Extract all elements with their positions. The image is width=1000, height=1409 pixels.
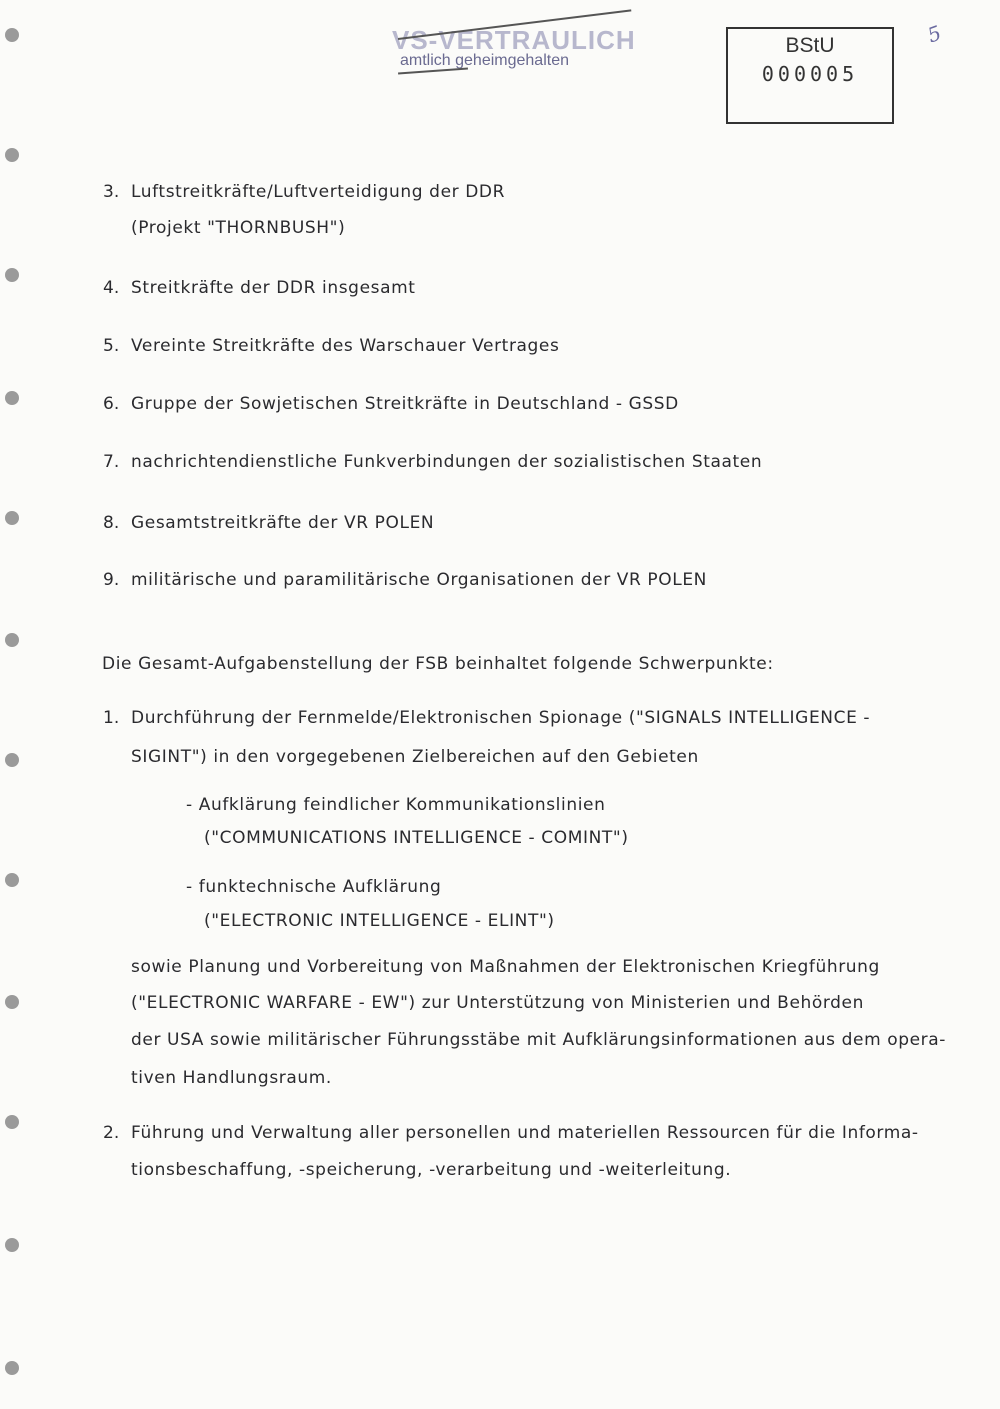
intro-text: Die Gesamt-Aufgabenstellung der FSB beinhaltet folgende Schwerpunkte: — [102, 654, 774, 674]
classification-subtext: amtlich geheimgehalten — [400, 52, 569, 69]
list-item-text: SIGINT") in den vorgegebenen Zielbereichen auf den Gebieten — [131, 747, 699, 767]
classification-stamp — [392, 25, 636, 70]
classification-text: VS-VERTRAULICH — [392, 25, 636, 55]
punch-hole — [5, 28, 19, 42]
punch-hole — [5, 1361, 19, 1375]
paragraph-line: tiven Handlungsraum. — [131, 1068, 332, 1088]
list-number: 8. — [103, 513, 120, 533]
punch-hole — [5, 391, 19, 405]
list-item-text: nachrichtendienstliche Funkverbindungen der sozialistischen Staaten — [131, 452, 763, 472]
list-item-text: Führung und Verwaltung aller personellen und materiellen Ressourcen für die Informa- — [131, 1123, 919, 1143]
archive-number: 000005 — [761, 62, 859, 86]
list-item-text: Durchführung der Fernmelde/Elektronischen Spionage ("SIGNALS INTELLIGENCE - — [131, 708, 871, 728]
punch-hole — [5, 633, 19, 647]
sub-item-text: ("COMMUNICATIONS INTELLIGENCE - COMINT") — [204, 828, 629, 848]
punch-hole — [5, 873, 19, 887]
paragraph-line: sowie Planung und Vorbereitung von Maßnahmen der Elektronischen Kriegführung — [131, 957, 880, 977]
sub-item-text: - Aufklärung feindlicher Kommunikationslinien — [186, 795, 606, 815]
sub-item-text: - funktechnische Aufklärung — [186, 877, 442, 897]
list-number: 5. — [103, 336, 120, 356]
punch-hole — [5, 995, 19, 1009]
list-item-text: Gesamtstreitkräfte der VR POLEN — [131, 513, 435, 533]
list-item-text: militärische und paramilitärische Organisationen der VR POLEN — [131, 570, 707, 590]
list-number: 4. — [103, 278, 120, 298]
punch-hole — [5, 1115, 19, 1129]
list-number: 6. — [103, 394, 120, 414]
list-item-text: Streitkräfte der DDR insgesamt — [131, 278, 416, 298]
list-number: 2. — [103, 1123, 120, 1143]
list-number: 1. — [103, 708, 120, 728]
archive-stamp — [726, 27, 894, 124]
page-mark: 5 — [924, 20, 945, 48]
punch-hole — [5, 753, 19, 767]
list-item-text: Luftstreitkräfte/Luftverteidigung der DDR — [131, 182, 506, 202]
punch-hole — [5, 148, 19, 162]
list-number: 9. — [103, 570, 120, 590]
list-item-text: Gruppe der Sowjetischen Streitkräfte in Deutschland - GSSD — [131, 394, 679, 414]
punch-hole — [5, 268, 19, 282]
list-item-text: Vereinte Streitkräfte des Warschauer Vertrages — [131, 336, 560, 356]
list-item-text: (Projekt "THORNBUSH") — [131, 218, 346, 238]
paragraph-line: ("ELECTRONIC WARFARE - EW") zur Unterstützung von Ministerien und Behörden — [131, 993, 864, 1013]
list-item-text: tionsbeschaffung, -speicherung, -verarbeitung und -weiterleitung. — [131, 1160, 732, 1180]
list-number: 7. — [103, 452, 120, 472]
punch-hole — [5, 1238, 19, 1252]
list-number: 3. — [103, 182, 120, 202]
sub-item-text: ("ELECTRONIC INTELLIGENCE - ELINT") — [204, 911, 555, 931]
archive-label: BStU — [785, 34, 835, 57]
paragraph-line: der USA sowie militärischer Führungsstäbe mit Aufklärungsinformationen aus dem opera- — [131, 1030, 947, 1050]
punch-hole — [5, 511, 19, 525]
